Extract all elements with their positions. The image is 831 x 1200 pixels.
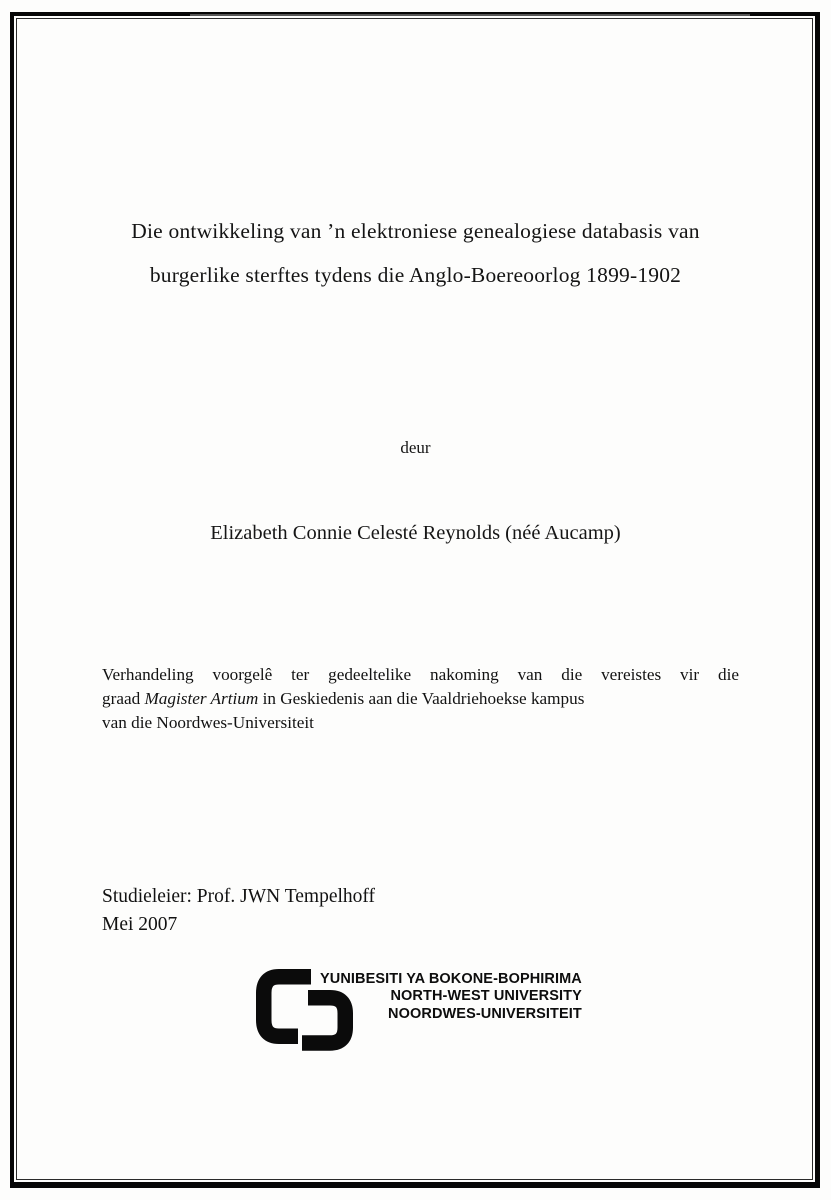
byline-label: deur [400, 438, 431, 457]
submission-statement [102, 663, 739, 736]
supervisor-block [102, 883, 375, 939]
logo-line-english: NORTH-WEST UNIVERSITY [390, 988, 582, 1005]
submission-line-2-suffix: in Geskiedenis aan die Vaaldriehoekse kampus [258, 689, 585, 709]
submission-line-3: van die Noordwes-Universiteit [102, 713, 314, 733]
submission-line-1: Verhandeling voorgelê ter gedeeltelike nakoming van die vereistes vir die [102, 665, 739, 684]
submission-line-2 [102, 687, 739, 711]
logo-line-setswana: YUNIBESITI YA BOKONE-BOPHIRIMA [320, 971, 582, 987]
submission-line-2-prefix: graad [102, 689, 145, 709]
thesis-title-line-2: burgerlike sterftes tydens die Anglo-Boereoorlog 1899-1902 [149, 263, 682, 287]
supervisor-line: Studieleier: Prof. JWN Tempelhoff [102, 886, 376, 907]
degree-name: Magister Artium [144, 689, 259, 709]
university-logo-wordmark [320, 971, 582, 1023]
thesis-title-line-1: Die ontwikkeling van ’n elektroniese genealogiese databasis van [131, 219, 700, 243]
thesis-title [0, 209, 831, 297]
submission-date: Mei 2007 [102, 914, 178, 935]
author-name: Elizabeth Connie Celesté Reynolds (néé Aucamp) [210, 522, 621, 544]
scan-artifact [190, 14, 750, 16]
logo-line-afrikaans: NOORDWES-UNIVERSITEIT [388, 1005, 582, 1022]
